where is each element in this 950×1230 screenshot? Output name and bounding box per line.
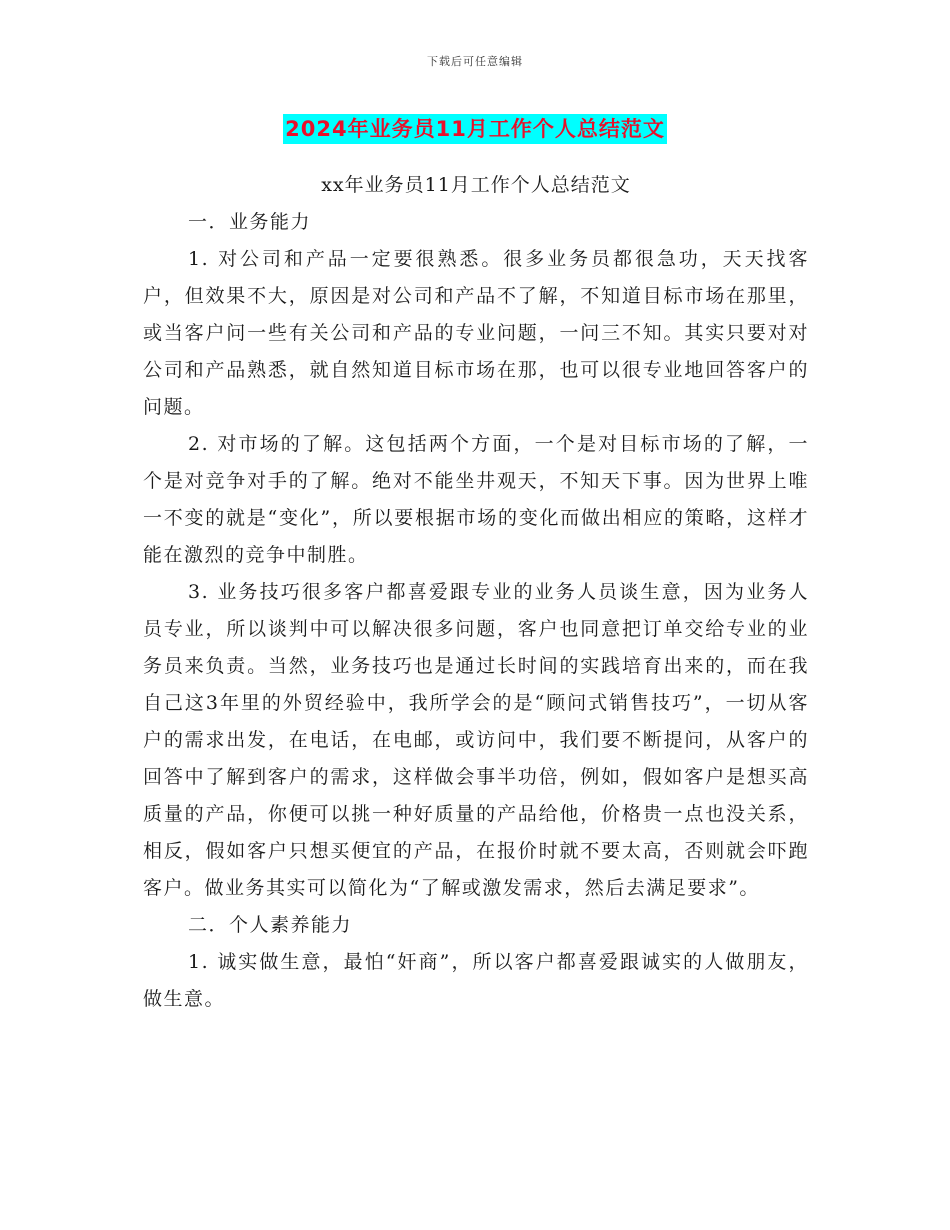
header-note: 下载后可任意编辑 xyxy=(427,55,523,68)
title-container xyxy=(0,114,950,144)
document-subtitle: xx年业务员11月工作个人总结范文 xyxy=(321,174,631,196)
document-title: 2024年业务员11月工作个人总结范文 xyxy=(283,114,667,144)
paragraph-honesty: 1. 诚实做生意，最怕“奸商”，所以客户都喜爱跟诚实的人做朋友，做生意。 xyxy=(143,951,809,1010)
paragraph-business-skills: 3. 业务技巧很多客户都喜爱跟专业的业务人员谈生意，因为业务人员专业，所以谈判中可以解决很多问题，客户也同意把订单交给专业的业务员来负责。当然，业务技巧也是通过长时间的实践培育出来的，而在我自己这3年里的外贸经验中，我所学会的是“顾问式销售技巧”，一切从客户的需求出发，在电话，在电邮，或访问中，我们要不断提问，从客户的回答中了解到客户的需求，这样做会事半功倍，例如，假如客户是想买高质量的产品，你便可以挑一种好质量的产品给他，价格贵一点也没关系，相反，假如客户只想买便宜的产品，在报价时就不要太高，否则就会吓跑客户。做业务其实可以简化为“了解或激发需求，然后去满足要求”。 xyxy=(143,581,809,899)
section-heading-business-ability: 一．业务能力 xyxy=(188,211,312,233)
document-body xyxy=(143,167,809,1018)
paragraph-company-product: 1. 对公司和产品一定要很熟悉。很多业务员都很急功，天天找客户，但效果不大，原因是对公司和产品不了解，不知道目标市场在那里，或当客户问一些有关公司和产品的专业问题，一问三不知。其实只要对对公司和产品熟悉，就自然知道目标市场在那，也可以很专业地回答客户的问题。 xyxy=(143,248,809,418)
paragraph-market: 2. 对市场的了解。这包括两个方面，一个是对目标市场的了解，一个是对竞争对手的了解。绝对不能坐井观天，不知天下事。因为世界上唯一不变的就是“变化”，所以要根据市场的变化而做出相应的策略，这样才能在激烈的竞争中制胜。 xyxy=(143,433,809,566)
section-heading-personal-quality: 二．个人素养能力 xyxy=(188,914,353,936)
